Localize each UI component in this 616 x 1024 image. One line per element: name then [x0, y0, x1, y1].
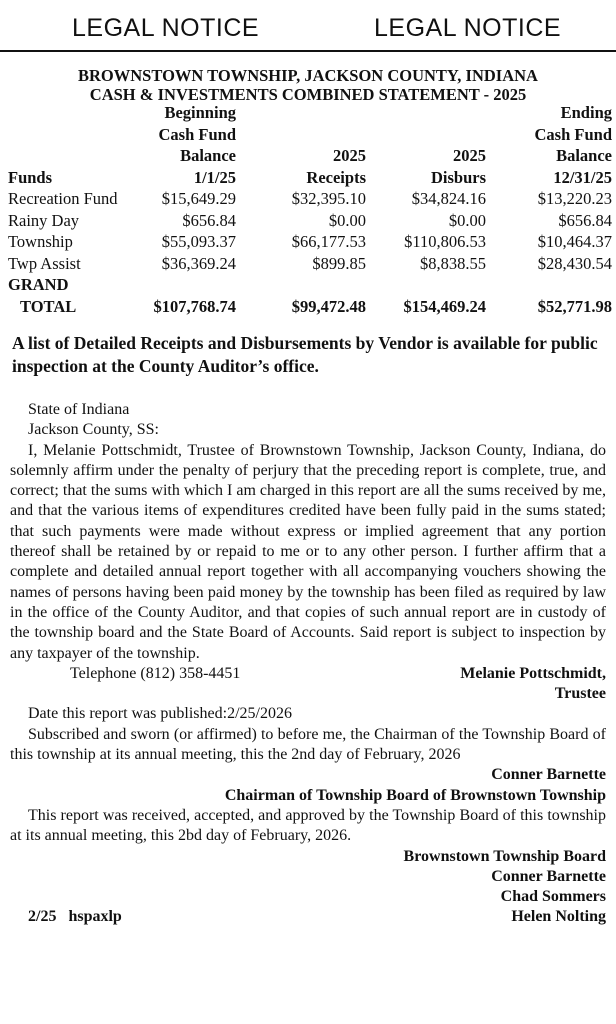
header-right-label: LEGAL NOTICE — [374, 14, 562, 42]
fund-end: $656.84 — [558, 210, 612, 230]
cash-statement-table — [8, 103, 612, 318]
title-line-1: BROWNSTOWN TOWNSHIP, JACKSON COUNTY, INDIANA — [78, 66, 538, 85]
header-divider — [0, 50, 616, 52]
table-header-row — [8, 103, 612, 125]
header-left-label: LEGAL NOTICE — [72, 14, 260, 42]
fund-disburs: $34,824.16 — [411, 189, 486, 208]
table-row — [8, 232, 612, 254]
board-member: Conner Barnette — [491, 867, 606, 885]
header-receipts-1: 2025 — [333, 146, 366, 165]
board-member: Helen Nolting — [511, 908, 606, 926]
trustee-title: Trustee — [554, 685, 606, 703]
table-row — [8, 211, 612, 233]
fund-begin: $656.84 — [182, 210, 236, 230]
state-line: State of Indiana — [28, 401, 130, 418]
fund-begin: $36,369.24 — [161, 253, 236, 273]
table-header-row — [8, 125, 612, 147]
total-label: TOTAL — [20, 296, 77, 316]
fund-name: Rainy Day — [8, 210, 80, 230]
statement-title — [0, 66, 616, 104]
fund-receipts: $0.00 — [328, 210, 366, 230]
total-begin: $107,768.74 — [153, 296, 236, 316]
fund-end: $13,220.23 — [537, 189, 612, 208]
table-header-row — [8, 146, 612, 168]
board-title: Brownstown Township Board — [403, 847, 606, 865]
header-disburs-1: 2025 — [453, 146, 486, 165]
telephone-signature-line — [10, 664, 606, 684]
fund-name: Township — [8, 232, 73, 251]
header-receipts-2: Receipts — [306, 167, 366, 187]
header-begin-2: Cash Fund — [158, 124, 236, 144]
header-end-2: Cash Fund — [534, 124, 612, 144]
chairman-name: Conner Barnette — [491, 766, 606, 784]
header-begin-3: Balance — [180, 146, 236, 165]
total-receipts: $99,472.48 — [291, 296, 366, 316]
header-end-4: 12/31/25 — [553, 167, 612, 187]
grand-total-label-row — [8, 275, 612, 297]
sworn-paragraph: Subscribed and sworn (or affirmed) to before me, the Chairman of the Township Board of this township at its annual meeting, this the 2nd day of February, 2026 — [10, 725, 606, 764]
fund-receipts: $66,177.53 — [291, 232, 366, 251]
fund-name: Twp Assist — [8, 253, 81, 273]
table-row — [8, 254, 612, 276]
county-line: Jackson County, SS: — [28, 421, 159, 439]
fund-disburs: $8,838.55 — [420, 253, 486, 273]
published-date: Date this report was published:2/25/2026 — [28, 705, 292, 723]
header-funds: Funds — [8, 167, 53, 187]
header-begin-4: 1/1/25 — [193, 167, 236, 187]
total-end: $52,771.98 — [537, 296, 612, 316]
header-end-3: Balance — [556, 146, 612, 165]
table-header-row — [8, 168, 612, 190]
fund-name: Recreation Fund — [8, 189, 118, 208]
grand-total-row — [8, 297, 612, 319]
board-member: Chad Sommers — [500, 888, 606, 906]
received-paragraph: This report was received, accepted, and approved by the Township Board of this township at its annual meeting, this 2bd day of February, 2026. — [10, 806, 606, 845]
affidavit-section — [10, 400, 606, 928]
grand-label: GRAND — [8, 275, 69, 294]
header-end-1: Ending — [560, 103, 612, 122]
notice-header — [0, 14, 616, 50]
fund-disburs: $110,806.53 — [404, 232, 486, 251]
total-disburs: $154,469.24 — [403, 296, 486, 316]
affirmation-paragraph: I, Melanie Pottschmidt, Trustee of Brownstown Township, Jackson County, Indiana, do solemnly affirm under the penalty of perjury that the preceding report is complete, true, and correct; that the sums with which I am charged in this report are all the sums received by me, and that the various items of expenditures credited have been fully paid in the sums stated; that such payments were made without express or implied agreement that any portion thereof shall be retained by or repaid to me or to any other person. I further affirm that a complete and detailed annual report together with all accompanying vouchers showing the names of persons having been paid money by the township has been filed as required by law in the office of the County Auditor, and that copies of such annual report are in custody of the township board and the State Board of Accounts. Said report is subject to inspection by any taxpayer of the township. — [10, 441, 606, 662]
fund-end: $10,464.37 — [537, 232, 612, 251]
fund-begin: $55,093.37 — [161, 232, 236, 251]
availability-notice: A list of Detailed Receipts and Disbursements by Vendor is available for public inspection at the County Auditor’s office. — [12, 333, 598, 376]
footer-line — [10, 907, 606, 927]
publication-code: 2/25 hspaxlp — [28, 908, 122, 926]
title-line-2: CASH & INVESTMENTS COMBINED STATEMENT - 2025 — [89, 85, 527, 104]
fund-begin: $15,649.29 — [161, 189, 236, 208]
header-disburs-2: Disburs — [430, 167, 486, 187]
fund-receipts: $899.85 — [312, 253, 366, 273]
table-row — [8, 189, 612, 211]
telephone-number: Telephone (812) 358-4451 — [70, 664, 241, 682]
fund-receipts: $32,395.10 — [291, 189, 366, 208]
fund-disburs: $0.00 — [448, 210, 486, 230]
fund-end: $28,430.54 — [537, 253, 612, 273]
chairman-title: Chairman of Township Board of Brownstown Township — [224, 786, 606, 804]
header-begin-1: Beginning — [164, 103, 236, 122]
trustee-name: Melanie Pottschmidt, — [460, 664, 606, 682]
